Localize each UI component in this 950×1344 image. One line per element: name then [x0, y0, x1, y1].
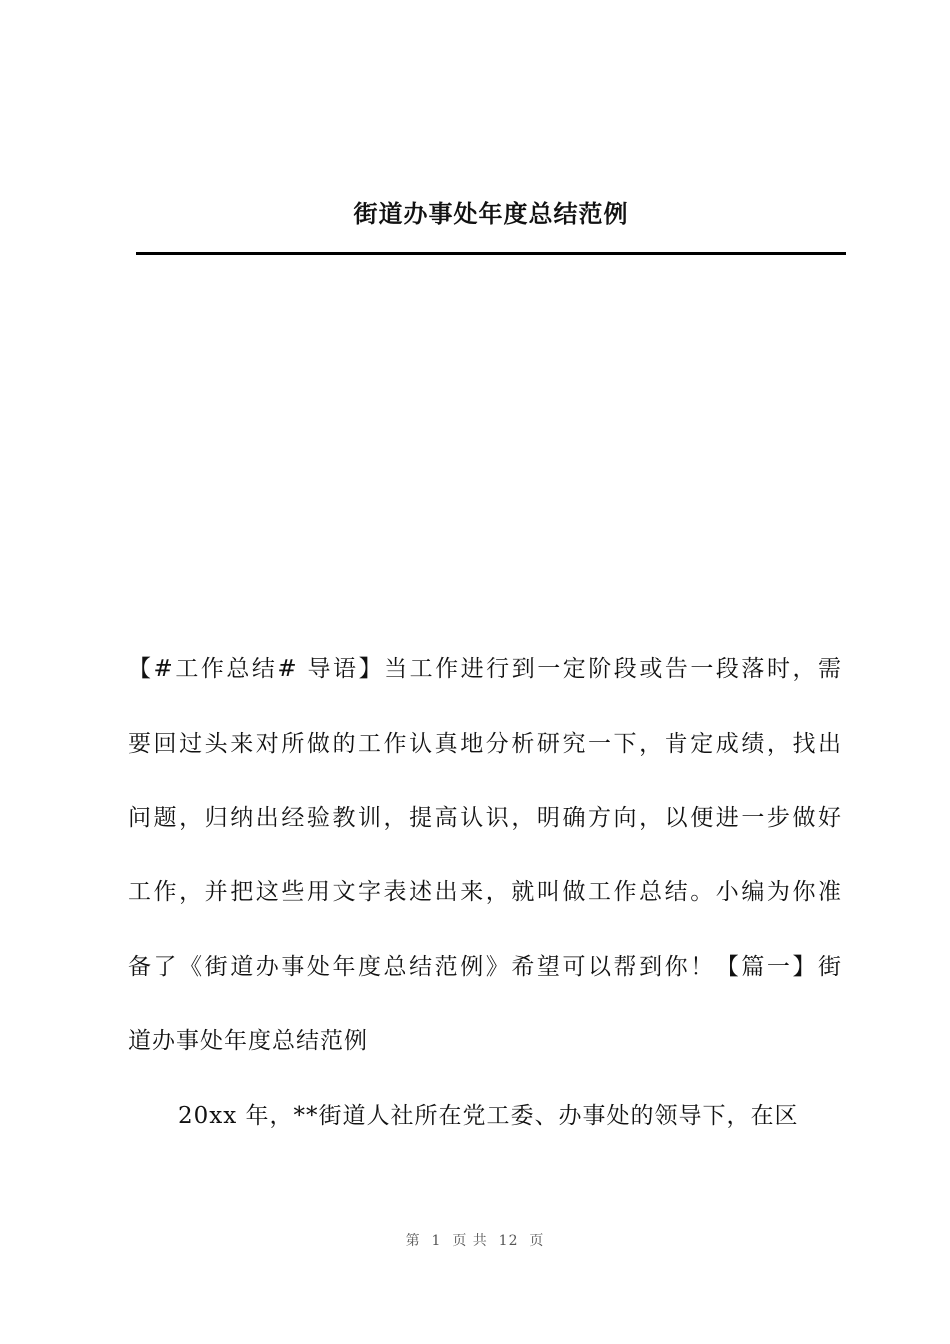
- body-line-6: 道办事处年度总结范例: [128, 1028, 368, 1054]
- body-line-3: 问题，归纳出经验教训，提高认识，明确方向，以便进一步做好: [128, 805, 842, 831]
- paragraph-2-line-1: 20xx 年，**街道人社所在党工委、办事处的领导下，在区: [178, 1103, 799, 1129]
- body-line-2: 要回过头来对所做的工作认真地分析研究一下，肯定成绩，找出: [128, 731, 842, 757]
- body-line-1: 【#工作总结# 导语】当工作进行到一定阶段或告一段落时，需: [128, 656, 842, 682]
- page-number-footer: 第 1 页 共 12 页: [405, 1233, 545, 1249]
- title-underline-rule: [136, 252, 846, 255]
- document-title: 街道办事处年度总结范例: [353, 199, 629, 228]
- body-line-5: 备了《街道办事处年度总结范例》希望可以帮到你！【篇一】街: [128, 954, 842, 980]
- body-line-4: 工作，并把这些用文字表述出来，就叫做工作总结。小编为你准: [128, 879, 842, 905]
